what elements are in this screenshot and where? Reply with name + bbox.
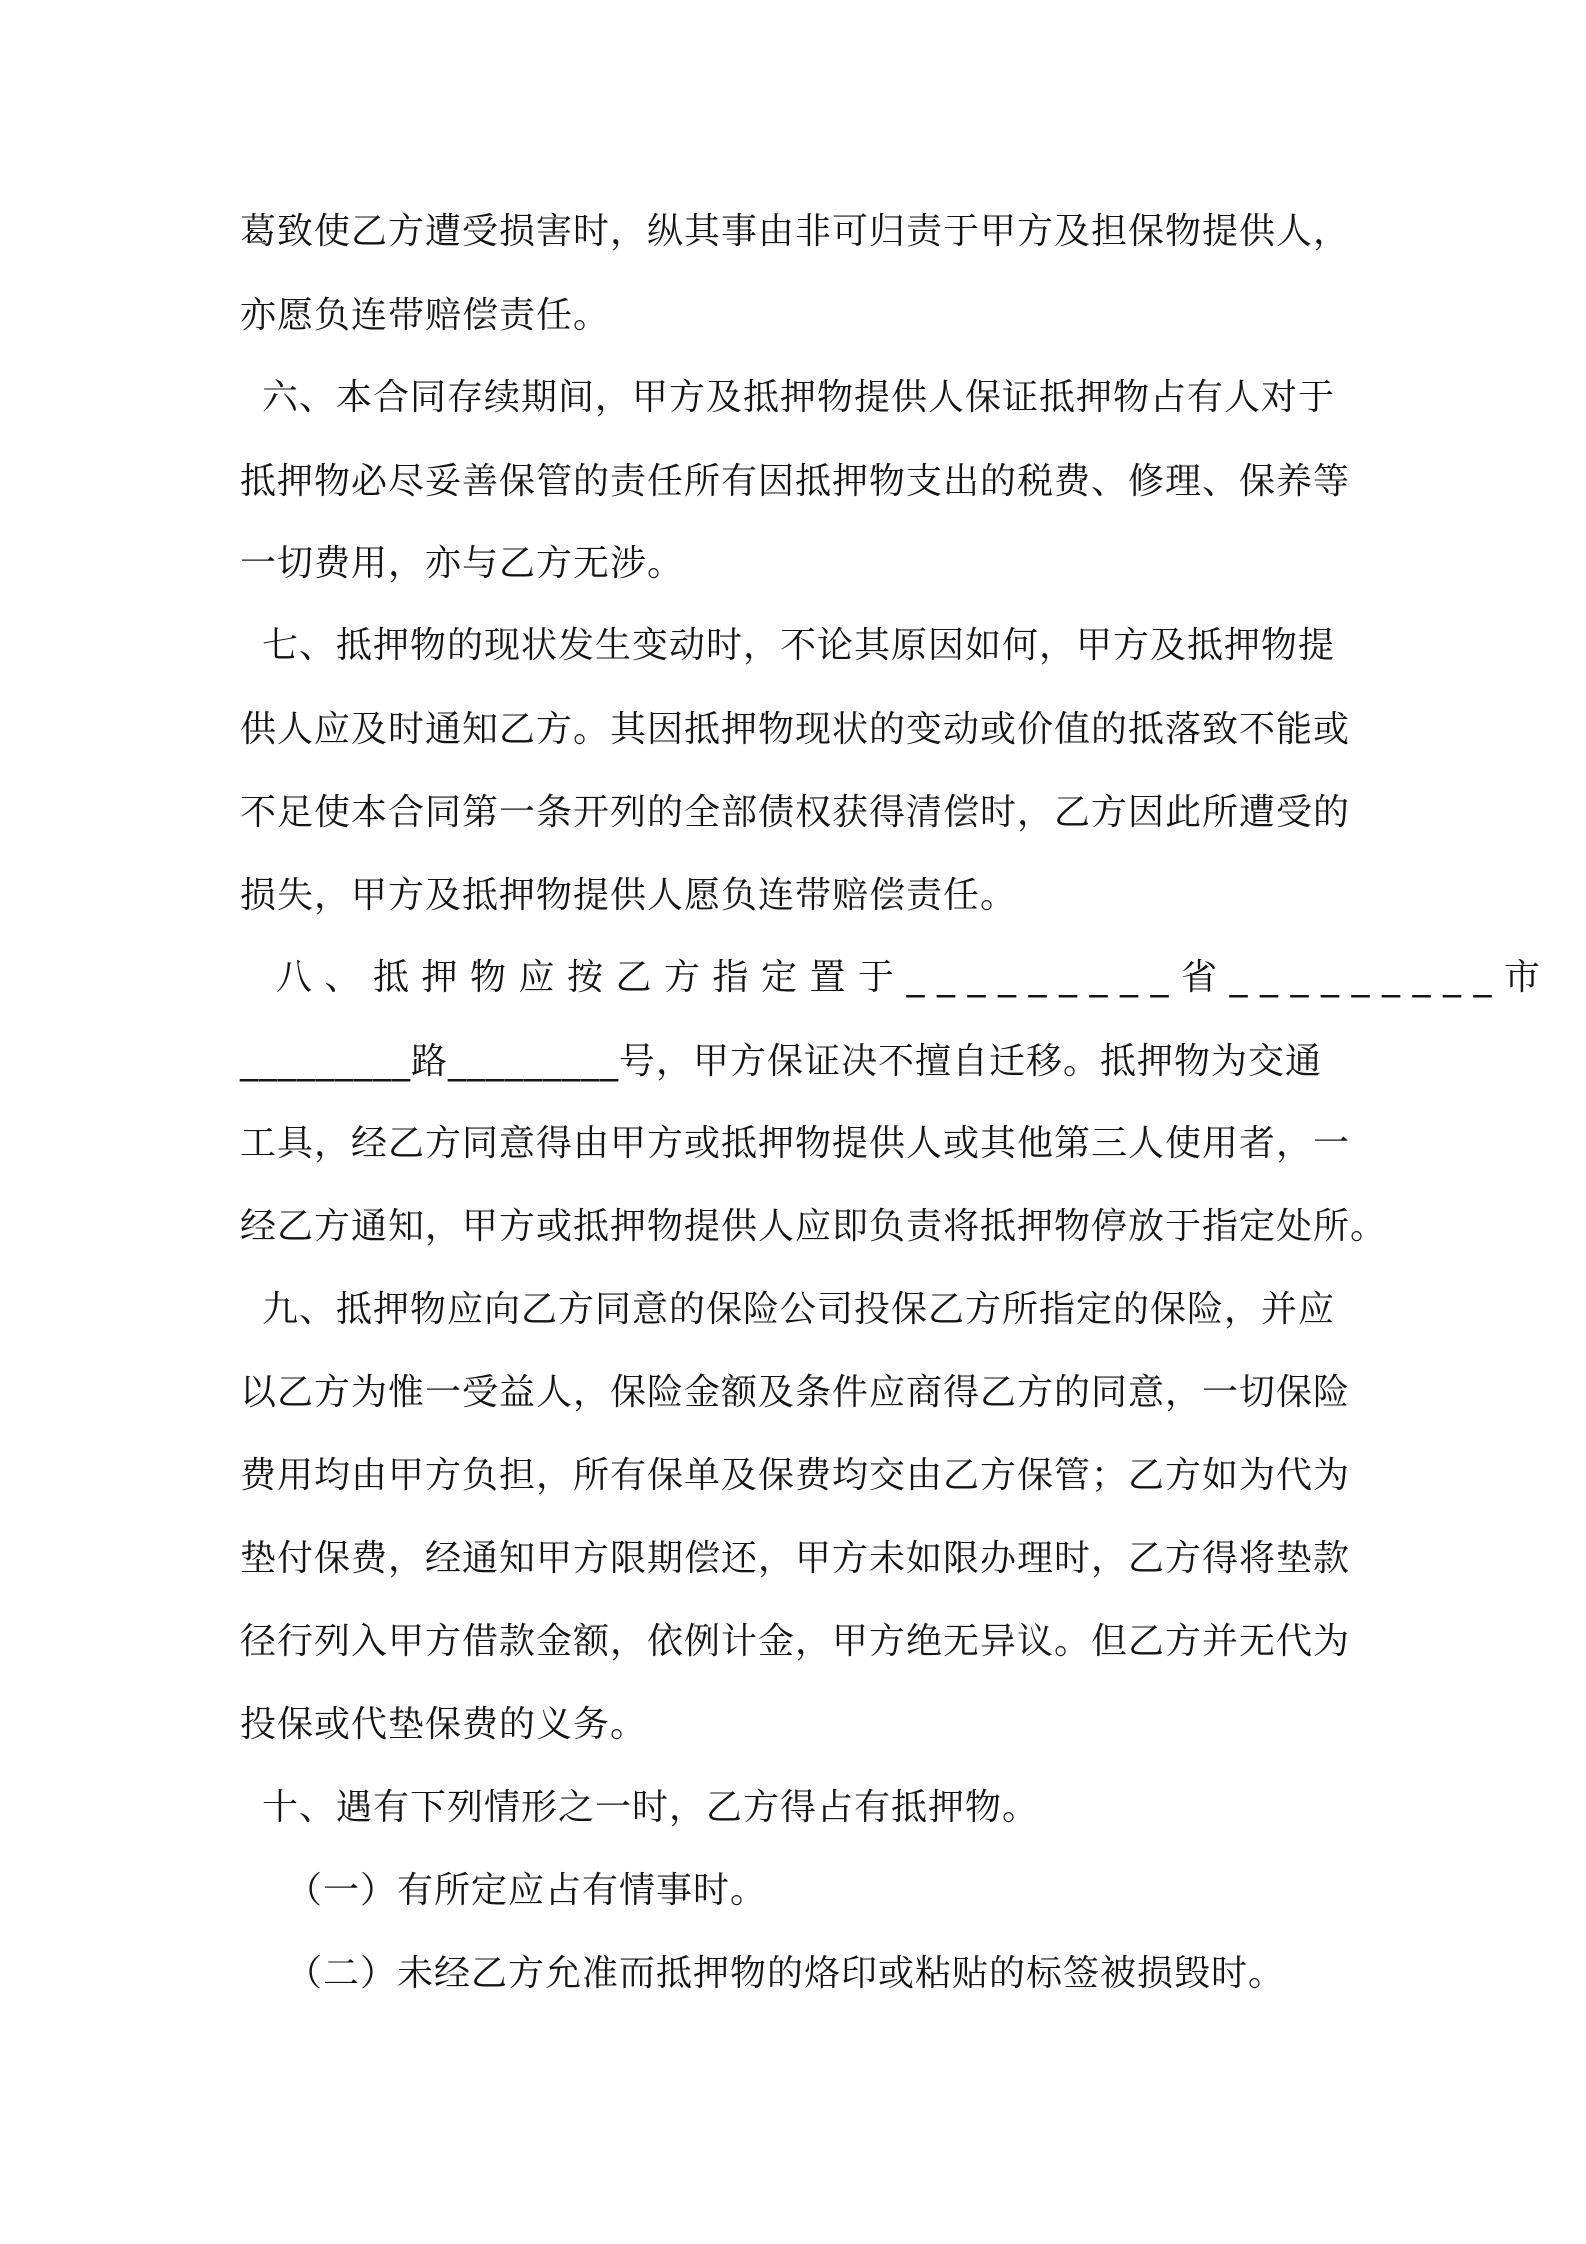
text-line: 工具，经乙方同意得由甲方或抵押物提供人或其他第三人使用者，一 bbox=[240, 1123, 1351, 1164]
text-line: 一切费用，亦与乙方无涉。 bbox=[240, 543, 685, 584]
text-line: 费用均由甲方负担，所有保单及保费均交由乙方保管；乙方如为代为 bbox=[240, 1455, 1351, 1496]
clause-10-item-1: （一）有所定应占有情事时。 bbox=[286, 1870, 768, 1911]
text-line: 垫付保费，经通知甲方限期偿还，甲方未如限办理时，乙方得将垫款 bbox=[240, 1538, 1351, 1579]
text-line: 供人应及时通知乙方。其因抵押物现状的变动或价值的抵落致不能或 bbox=[240, 709, 1351, 750]
text-line: 不足使本合同第一条开列的全部债权获得清偿时，乙方因此所遭受的 bbox=[240, 792, 1351, 833]
clause-9-heading-line: 九、抵押物应向乙方同意的保险公司投保乙方所指定的保险，并应 bbox=[262, 1289, 1336, 1330]
text-line: _________路_________号，甲方保证决不擅自迁移。抵押物为交通 bbox=[240, 1041, 1323, 1082]
text-line: 抵押物必尽妥善保管的责任所有因抵押物支出的税费、修理、保养等 bbox=[240, 461, 1351, 502]
text-line: 经乙方通知，甲方或抵押物提供人应即负责将抵押物停放于指定处所。 bbox=[240, 1206, 1388, 1247]
clause-6-heading-line: 六、本合同存续期间，甲方及抵押物提供人保证抵押物占有人对于 bbox=[262, 377, 1336, 418]
clause-10-heading-line: 十、遇有下列情形之一时，乙方得占有抵押物。 bbox=[262, 1787, 1040, 1828]
text-line: 损失，甲方及抵押物提供人愿负连带赔偿责任。 bbox=[240, 875, 1018, 916]
text-line: 葛致使乙方遭受损害时，纵其事由非可归责于甲方及担保物提供人， bbox=[240, 211, 1351, 252]
text-line: 亦愿负连带赔偿责任。 bbox=[240, 295, 611, 336]
text-line: 投保或代垫保费的义务。 bbox=[240, 1704, 648, 1745]
clause-7-heading-line: 七、抵押物的现状发生变动时，不论其原因如何，甲方及抵押物提 bbox=[262, 625, 1336, 666]
clause-8-heading-line: 八、抵押物应按乙方指定置于_________省_________市 bbox=[276, 957, 1553, 998]
text-line: 以乙方为惟一受益人，保险金额及条件应商得乙方的同意，一切保险 bbox=[240, 1372, 1351, 1413]
clause-10-item-2: （二）未经乙方允准而抵押物的烙印或粘贴的标签被损毁时。 bbox=[286, 1953, 1286, 1994]
text-line: 径行列入甲方借款金额，依例计金，甲方绝无异议。但乙方并无代为 bbox=[240, 1621, 1351, 1662]
